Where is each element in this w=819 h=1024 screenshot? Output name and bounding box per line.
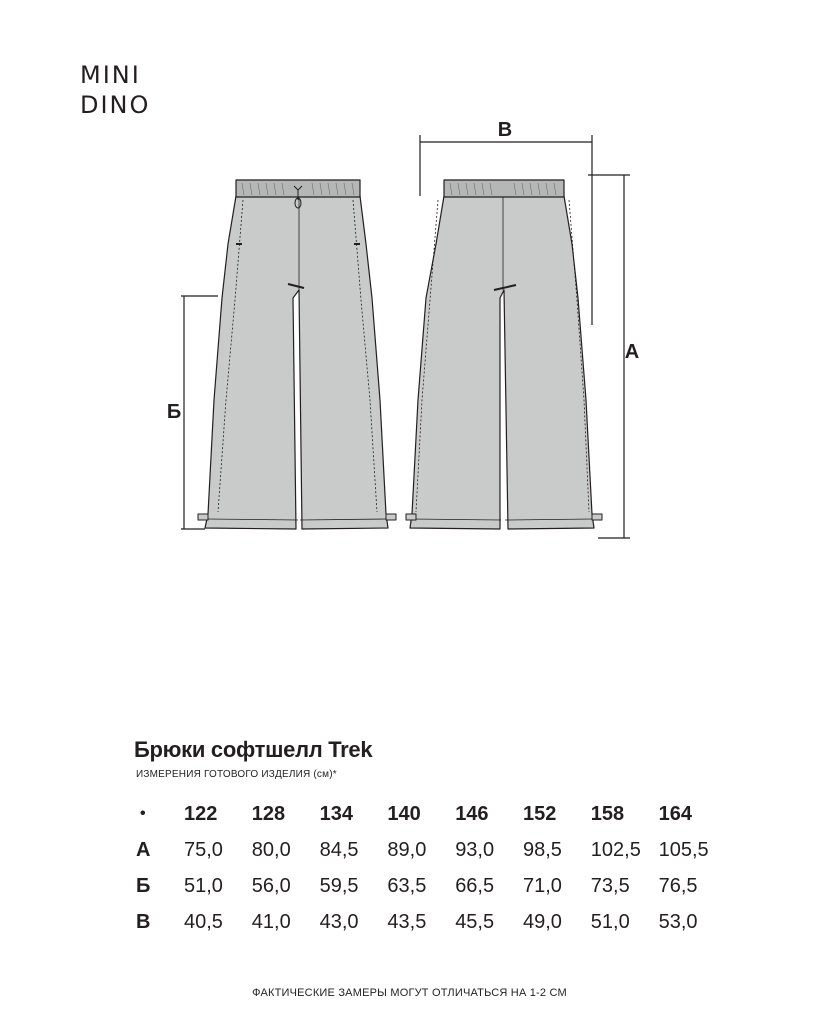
- table-cell: 45,5: [455, 910, 495, 933]
- table-cell: 53,0: [658, 910, 698, 933]
- row-label: Б: [136, 874, 151, 897]
- table-cell: 49,0: [522, 910, 562, 933]
- size-header-cell: 140: [387, 802, 421, 825]
- table-row: [130, 904, 726, 940]
- table-cell: 73,5: [590, 874, 630, 897]
- table-cell: 51,0: [184, 874, 223, 897]
- table-cell: 66,5: [455, 874, 495, 897]
- size-header-cell: 152: [522, 802, 557, 825]
- size-header-bullet: •: [140, 805, 146, 822]
- table-cell: 75,0: [184, 838, 223, 861]
- size-header-cell: 122: [184, 802, 218, 825]
- back-waistband: [444, 180, 564, 197]
- row-label: В: [136, 910, 151, 933]
- size-header-cell: 164: [658, 802, 692, 825]
- dimension-label-v: В: [497, 119, 513, 141]
- size-header-cell: 146: [455, 802, 489, 825]
- table-cell: 98,5: [522, 838, 562, 861]
- table-row: [130, 868, 726, 904]
- table-cell: 76,5: [658, 874, 698, 897]
- table-cell: 59,5: [319, 874, 359, 897]
- table-cell: 71,0: [522, 874, 562, 897]
- dimension-label-a: А: [624, 341, 640, 363]
- brand-logo-line2: DINO: [80, 91, 151, 119]
- table-cell: 84,5: [319, 838, 359, 861]
- table-row: [130, 832, 726, 868]
- table-cell: 63,5: [387, 874, 427, 897]
- table-cell: 102,5: [590, 838, 641, 861]
- pants-front-view: [198, 180, 396, 529]
- brand-logo-line1: MINI: [80, 61, 141, 89]
- size-header-cell: 158: [590, 802, 625, 825]
- size-header-cell: 134: [319, 802, 353, 825]
- table-cell: 93,0: [455, 838, 495, 861]
- table-cell: 41,0: [251, 910, 291, 933]
- size-header-row: [130, 796, 726, 832]
- size-table: [130, 796, 726, 940]
- table-cell: 80,0: [251, 838, 291, 861]
- pants-back-view: [406, 180, 602, 529]
- table-cell: 51,0: [590, 910, 630, 933]
- size-header-cell: 128: [251, 802, 286, 825]
- dimension-label-b: Б: [166, 401, 182, 423]
- product-title: Брюки софтшелл Trek: [134, 737, 373, 762]
- footnote: ФАКТИЧЕСКИЕ ЗАМЕРЫ МОГУТ ОТЛИЧАТЬСЯ НА 1-2 СМ: [252, 987, 567, 999]
- table-cell: 89,0: [387, 838, 427, 861]
- table-cell: 43,5: [387, 910, 427, 933]
- product-subtitle: ИЗМЕРЕНИЯ ГОТОВОГО ИЗДЕЛИЯ (см)*: [136, 769, 337, 780]
- table-cell: 40,5: [184, 910, 223, 933]
- table-cell: 105,5: [658, 838, 709, 861]
- table-cell: 43,0: [319, 910, 359, 933]
- row-label: А: [136, 838, 151, 861]
- table-cell: 56,0: [251, 874, 291, 897]
